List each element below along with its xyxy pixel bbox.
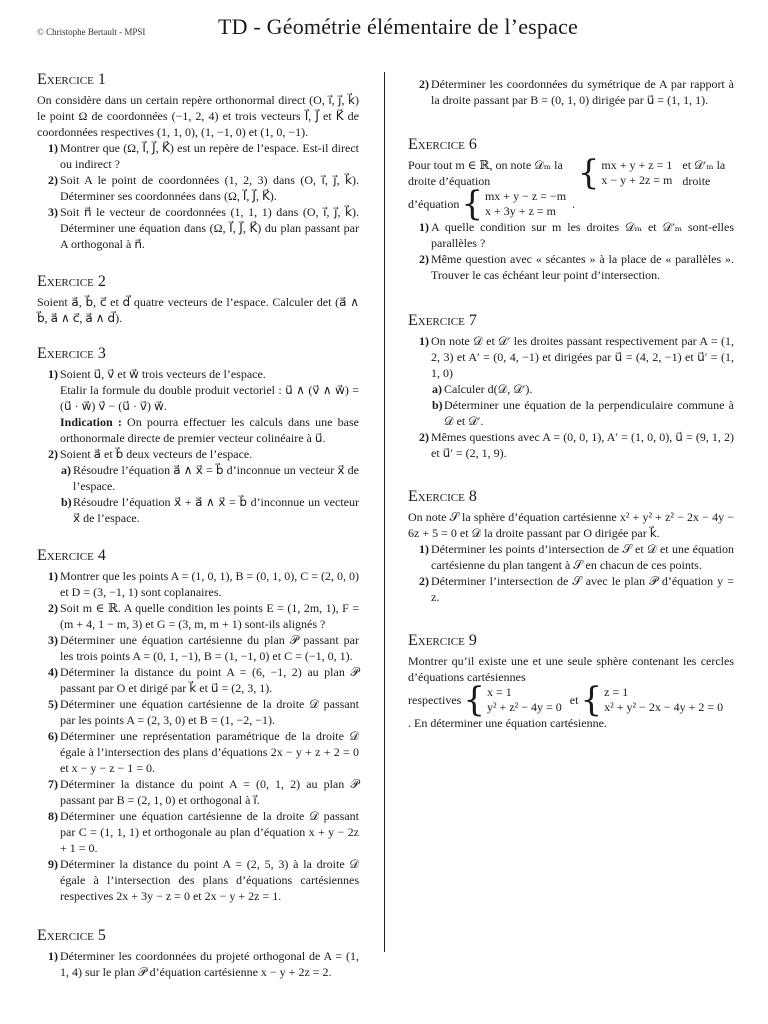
question-list (408, 219, 734, 283)
subquestion-text: Calculer d(𝒟, 𝒟′). (444, 382, 533, 396)
exercise-title: Exercice 7 (408, 312, 477, 329)
question-text: Montrer que les points A = (1, 0, 1), B = (0, 1, 0), C = (2, 0, 0) et D = (3, −1, 1) sont coplanaires. (60, 569, 359, 599)
equation-line (408, 184, 734, 224)
question-list (37, 568, 359, 904)
statement-text: respectives (408, 693, 462, 707)
subquestion-letter: b) (61, 495, 72, 509)
statement-text: . (572, 197, 576, 211)
question-list (37, 140, 359, 252)
equation-system (485, 189, 566, 219)
equation: z = 1 (604, 685, 629, 699)
left-brace: { (461, 184, 483, 224)
question-text: Déterminer la distance du point A = (6, −1, 2) au plan 𝒫 passant par O et dirigé par k⃗ et u⃗ = (2, 3, 1). (60, 665, 359, 695)
exercise-title: Exercice 1 (37, 71, 106, 88)
statement-text: d’équation (408, 197, 460, 211)
question-text: Soient a⃗ et b⃗ deux vecteurs de l’espace. (60, 447, 253, 461)
question-number: 2) (48, 601, 58, 615)
question-list (408, 333, 734, 461)
exercise-statement: . En déterminer une équation cartésienne. (408, 716, 607, 730)
question-text: Soit A le point de coordonnées (1, 2, 3) dans (O, i⃗, j⃗, k⃗). Déterminer ses coordonnées dans (Ω, I⃗, J⃗, K⃗). (60, 173, 359, 203)
question-text: On note 𝒟 et 𝒟′ les droites passant respectivement par A = (1, 2, 3) et A′ = (0, 4, −1) et dirigées par u⃗ = (4, 2, −1) et u⃗′ = (1, 1, 0) (431, 334, 734, 380)
question-item (408, 251, 734, 283)
exercise-title: Exercice 6 (408, 136, 477, 153)
question-text: Montrer que (Ω, I⃗, J⃗, K⃗) est un repère de l’espace. Est-il direct ou indirect ? (60, 141, 359, 171)
question-item (37, 808, 359, 856)
exercise-4 (37, 546, 359, 904)
question-item (37, 776, 359, 808)
question-number: 2) (419, 574, 429, 588)
subquestion-item (37, 494, 359, 526)
equation: y² + z² − 4y = 0 (486, 700, 562, 714)
question-text: Déterminer la distance du point A = (2, 5, 3) à la droite 𝒟 égale à l’intersection des plans d’équations cartésiennes respectives 2x + 3y − z = 0 et 2x − y + 2z = 1. (60, 857, 359, 903)
left-column (37, 70, 359, 980)
hint-label: Indication : (60, 415, 122, 429)
equation-line (408, 680, 734, 720)
question-number: 4) (48, 665, 58, 679)
exercise-title: Exercice 2 (37, 273, 106, 290)
subquestion-text: Résoudre l’équation a⃗ ∧ x⃗ = b⃗ d’inconnue un vecteur x⃗ de l’espace. (73, 463, 359, 493)
question-text: Soient u⃗, v⃗ et w⃗ trois vecteurs de l’espace. (60, 367, 266, 381)
subquestion-letter: a) (61, 463, 71, 477)
exercise-title: Exercice 4 (37, 547, 106, 564)
question-item (37, 728, 359, 776)
question-number: 5) (48, 697, 58, 711)
question-text: Etalir la formule du double produit vectoriel : u⃗ ∧ (v⃗ ∧ w⃗) = (u⃗ · w⃗) v⃗ − (u⃗ · v⃗) w⃗. (60, 383, 359, 413)
question-list (408, 76, 734, 108)
exercise-1 (37, 70, 359, 252)
question-text: Déterminer les coordonnées du projeté orthogonal de A = (1, 1, 4) sur le plan 𝒫 d’équation cartésienne x − y + 2z = 2. (60, 949, 359, 979)
question-number: 9) (48, 857, 58, 871)
question-item (37, 600, 359, 632)
exercise-3 (37, 344, 359, 526)
question-text: Déterminer une équation cartésienne du plan 𝒫 passant par les trois points A = (0, 1, −1), B = (1, −1, 0) et C = (−1, 0, 1). (60, 633, 359, 663)
question-number: 7) (48, 777, 58, 791)
statement-text: Pour tout m ∈ ℝ, on note 𝒟ₘ la droite d’équation (408, 158, 563, 188)
question-item (408, 429, 734, 461)
exercise-statement: Montrer qu’il existe une et une seule sphère contenant les cercles d’équations cartésiennes (408, 654, 734, 684)
equation: x² + y² − 2x − 4y + 2 = 0 (604, 700, 724, 714)
exercise-title: Exercice 8 (408, 488, 477, 505)
question-item (408, 573, 734, 605)
hint-text: On pourra effectuer les calculs dans une base orthonormale directe de premier vecteur colinéaire à u⃗. (60, 415, 359, 445)
left-brace: { (463, 680, 485, 720)
question-formula (37, 382, 359, 414)
question-text: Déterminer la distance du point A = (0, 1, 2) au plan 𝒫 passant par B = (2, 1, 0) et orthogonal à i⃗. (60, 777, 359, 807)
question-item (37, 204, 359, 252)
question-item (37, 172, 359, 204)
question-number: 2) (419, 77, 429, 91)
question-item (408, 333, 734, 381)
equation: x − y + 2z = m (601, 173, 673, 187)
question-list (37, 366, 359, 526)
question-text: Soit m ∈ ℝ. A quelle condition les points E = (1, 2m, 1), F = (m + 4, 1 − m, 3) et G = (3, m, m + 1) sont-ils alignés ? (60, 601, 359, 631)
equation: x = 1 (486, 685, 512, 699)
equation-system (601, 158, 672, 188)
subquestion-item (408, 381, 734, 397)
document-title: TD - Géométrie élémentaire de l’espace (218, 14, 579, 39)
left-brace: { (580, 680, 603, 720)
exercise-7 (408, 311, 734, 461)
question-number: 8) (48, 809, 58, 823)
question-number: 1) (48, 141, 58, 155)
subquestion-letter: a) (432, 382, 442, 396)
exercise-statement: On considère dans un certain repère orthonormal direct (O, i⃗, j⃗, k⃗) le point Ω de coordonnées (−1, 2, 4) et trois vecteurs I⃗, J⃗ et K⃗ de coordonnées respectives (1, 1, 0), (1, −1, 0) et (1, 0, −1). (37, 93, 359, 139)
question-number: 1) (48, 367, 58, 381)
exercise-8 (408, 487, 734, 605)
question-item (37, 948, 359, 980)
question-number: 1) (48, 569, 58, 583)
exercise-5 (37, 926, 359, 980)
question-list (37, 948, 359, 980)
question-text: Même question avec « sécantes » à la place de « parallèles ». Trouver le cas échéant leur point d’intersection. (431, 252, 734, 282)
question-item (37, 140, 359, 172)
exercise-5-continued (408, 76, 734, 108)
question-text: Déterminer une représentation paramétrique de la droite 𝒟 égale à l’intersection des plans d’équations 2x − y + z + 2 = 0 et x − y − z − 1 = 0. (60, 729, 359, 775)
question-item (37, 856, 359, 904)
question-number: 2) (419, 252, 429, 266)
question-text: Soit n⃗ le vecteur de coordonnées (1, 1, 1) dans (O, i⃗, j⃗, k⃗). Déterminer une équation dans (Ω, I⃗, J⃗, K⃗) du plan passant par A orthogonal à n⃗. (60, 205, 359, 251)
subquestion-text: Déterminer une équation de la perpendiculaire commune à 𝒟 et 𝒟′. (444, 398, 734, 428)
question-item (408, 219, 734, 251)
equation: mx + y − z = −m (484, 189, 567, 203)
question-text: Déterminer une équation cartésienne de la droite 𝒟 passant par les points A = (2, 3, 0) et B = (1, −2, −1). (60, 697, 359, 727)
left-brace: { (577, 153, 600, 193)
equation-system (487, 685, 562, 715)
question-number: 6) (48, 729, 58, 743)
exercise-statement: Soient a⃗, b⃗, c⃗ et d⃗ quatre vecteurs de l’espace. Calculer det (a⃗ ∧ b⃗, a⃗ ∧ c⃗, a⃗ ∧ d⃗). (37, 295, 359, 325)
statement-text: et (569, 693, 579, 707)
question-number: 1) (419, 542, 429, 556)
question-text: Déterminer une équation cartésienne de la droite 𝒟 passant par C = (1, 1, 1) et orthogonale au plan d’équation x + y − 2z + 1 = 0. (60, 809, 359, 855)
statement-text: et 𝒟′ₘ la droite (682, 158, 726, 188)
exercise-title: Exercice 9 (408, 632, 477, 649)
right-column (408, 76, 734, 731)
exercise-statement: On note 𝒮 la sphère d’équation cartésienne x² + y² + z² − 2x − 4y − 6z + 5 = 0 et 𝒟 la droite passant par O dirigée par k⃗. (408, 510, 734, 540)
question-number: 2) (419, 430, 429, 444)
question-number: 3) (48, 633, 58, 647)
equation: mx + y + z = 1 (601, 158, 673, 172)
column-divider (384, 72, 385, 952)
equation: x + 3y + z = m (484, 204, 556, 218)
exercise-title: Exercice 5 (37, 927, 106, 944)
question-text: Déterminer les coordonnées du symétrique de A par rapport à la droite passant par B = (0, 1, 0) dirigée par u⃗ = (1, 1, 1). (431, 77, 734, 107)
question-item (37, 696, 359, 728)
question-text: Mêmes questions avec A = (0, 0, 1), A′ = (1, 0, 0), u⃗ = (9, 1, 2) et u⃗′ = (2, 1, 9). (431, 430, 734, 460)
question-item (37, 664, 359, 696)
exercise-2 (37, 272, 359, 326)
exercise-9 (408, 631, 734, 731)
exercise-title: Exercice 3 (37, 345, 106, 362)
question-list (408, 541, 734, 605)
subquestion-item (37, 462, 359, 494)
equation-line (408, 153, 734, 193)
question-hint (37, 414, 359, 446)
question-text: Déterminer les points d’intersection de 𝒮 et 𝒟 et une équation cartésienne du plan tangent à 𝒮 en chacun de ces points. (431, 542, 734, 572)
equation-system (604, 685, 723, 715)
subquestion-item (408, 397, 734, 429)
question-number: 1) (48, 949, 58, 963)
subquestion-letter: b) (432, 398, 443, 412)
question-number: 3) (48, 205, 58, 219)
question-item (37, 366, 359, 382)
question-text: A quelle condition sur m les droites 𝒟ₘ et 𝒟′ₘ sont-elles parallèles ? (431, 220, 734, 250)
question-number: 2) (48, 173, 58, 187)
question-item (408, 76, 734, 108)
question-number: 2) (48, 447, 58, 461)
subquestion-text: Résoudre l’équation x⃗ + a⃗ ∧ x⃗ = b⃗ d’inconnue un vecteur x⃗ de l’espace. (73, 495, 359, 525)
question-number: 1) (419, 334, 429, 348)
question-item (37, 632, 359, 664)
question-number: 1) (419, 220, 429, 234)
question-text: Déterminer l’intersection de 𝒮 avec le plan 𝒫 d’équation y = z. (431, 574, 734, 604)
question-item (408, 541, 734, 573)
exercise-6 (408, 135, 734, 283)
question-item (37, 568, 359, 600)
copyright-notice: © Christophe Bertault - MPSI (37, 27, 146, 37)
question-item (37, 446, 359, 462)
